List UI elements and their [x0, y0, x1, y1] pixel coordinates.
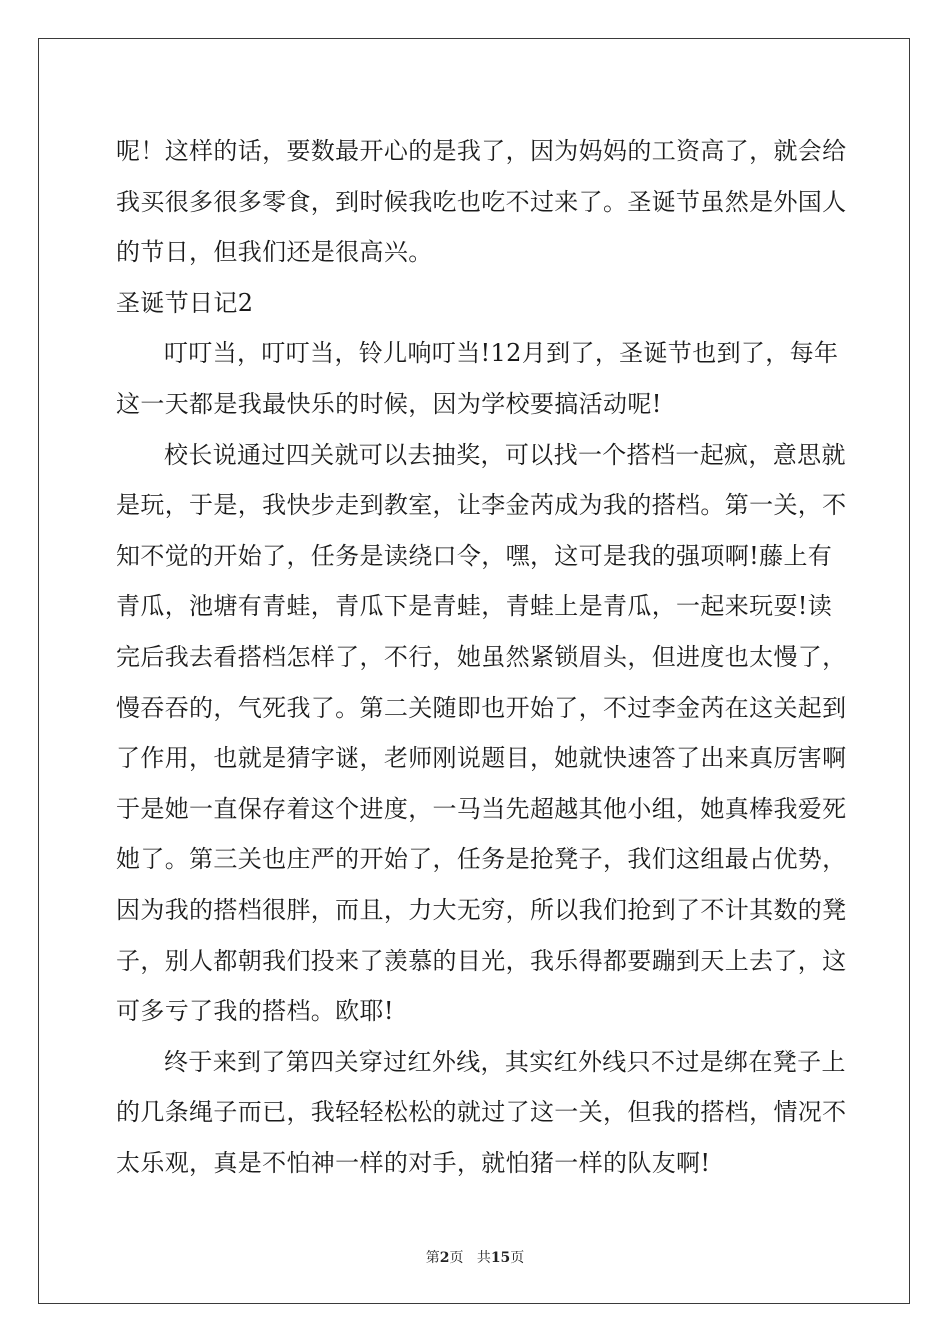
- total-pages: 15: [490, 1250, 511, 1266]
- paragraph-line: 了作用，也就是猜字谜，老师刚说题目，她就快速答了出来真厉害啊: [116, 744, 847, 773]
- paragraph-line: 知不觉的开始了，任务是读绕口令，嘿，这可是我的强项啊!藤上有: [116, 541, 833, 570]
- paragraph-line: 呢！这样的话，要数最开心的是我了，因为妈妈的工资高了，就会给: [116, 137, 847, 165]
- paragraph-line: 太乐观，真是不怕神一样的对手，就怕猪一样的队友啊!: [116, 1148, 711, 1177]
- paragraph-line: 青瓜，池塘有青蛙，青瓜下是青蛙，青蛙上是青瓜，一起来玩耍!读: [116, 592, 833, 621]
- paragraph-line: 叮叮当，叮叮当，铃儿响叮当!12月到了，圣诞节也到了，每年: [164, 339, 839, 368]
- section-heading: 圣诞节日记2: [116, 288, 254, 317]
- paragraph-line: 子，别人都朝我们投来了羡慕的目光，我乐得都要蹦到天上去了，这: [116, 946, 847, 975]
- paragraph-line: 因为我的搭档很胖，而且，力大无穷，所以我们抢到了不计其数的凳: [116, 895, 847, 924]
- paragraph-line: 的几条绳子而已，我轻轻松松的就过了这一关，但我的搭档，情况不: [116, 1098, 847, 1127]
- document-body: [116, 126, 847, 1188]
- paragraph-line: 她了。第三关也庄严的开始了，任务是抢凳子，我们这组最占优势，: [116, 845, 847, 874]
- paragraph-line: 可多亏了我的搭档。欧耶!: [116, 997, 394, 1026]
- page-suffix: 页: [449, 1250, 464, 1266]
- page-prefix: 第: [425, 1250, 440, 1266]
- paragraph-line: 完后我去看搭档怎样了，不行，她虽然紧锁眉头，但进度也太慢了，: [116, 642, 847, 671]
- paragraph-line: 我买很多很多零食，到时候我吃也吃不过来了。圣诞节虽然是外国人: [116, 187, 847, 216]
- page-footer: [0, 1247, 950, 1267]
- paragraph-line: 于是她一直保存着这个进度，一马当先超越其他小组，她真棒我爱死: [116, 794, 847, 823]
- page-number: 2: [439, 1250, 450, 1266]
- paragraph-line: 校长说通过四关就可以去抽奖，可以找一个搭档一起疯，意思就: [164, 440, 846, 469]
- paragraph-line: 的节日，但我们还是很高兴。: [116, 238, 433, 267]
- paragraph-line: 是玩，于是，我快步走到教室，让李金芮成为我的搭档。第一关，不: [116, 491, 847, 520]
- total-prefix: 共: [476, 1250, 491, 1266]
- paragraph-line: 终于来到了第四关穿过红外线，其实红外线只不过是绑在凳子上: [164, 1047, 846, 1076]
- paragraph-line: 这一天都是我最快乐的时候，因为学校要搞活动呢!: [116, 389, 662, 418]
- total-suffix: 页: [510, 1250, 525, 1266]
- paragraph-line: 慢吞吞的，气死我了。第二关随即也开始了，不过李金芮在这关起到: [116, 693, 847, 722]
